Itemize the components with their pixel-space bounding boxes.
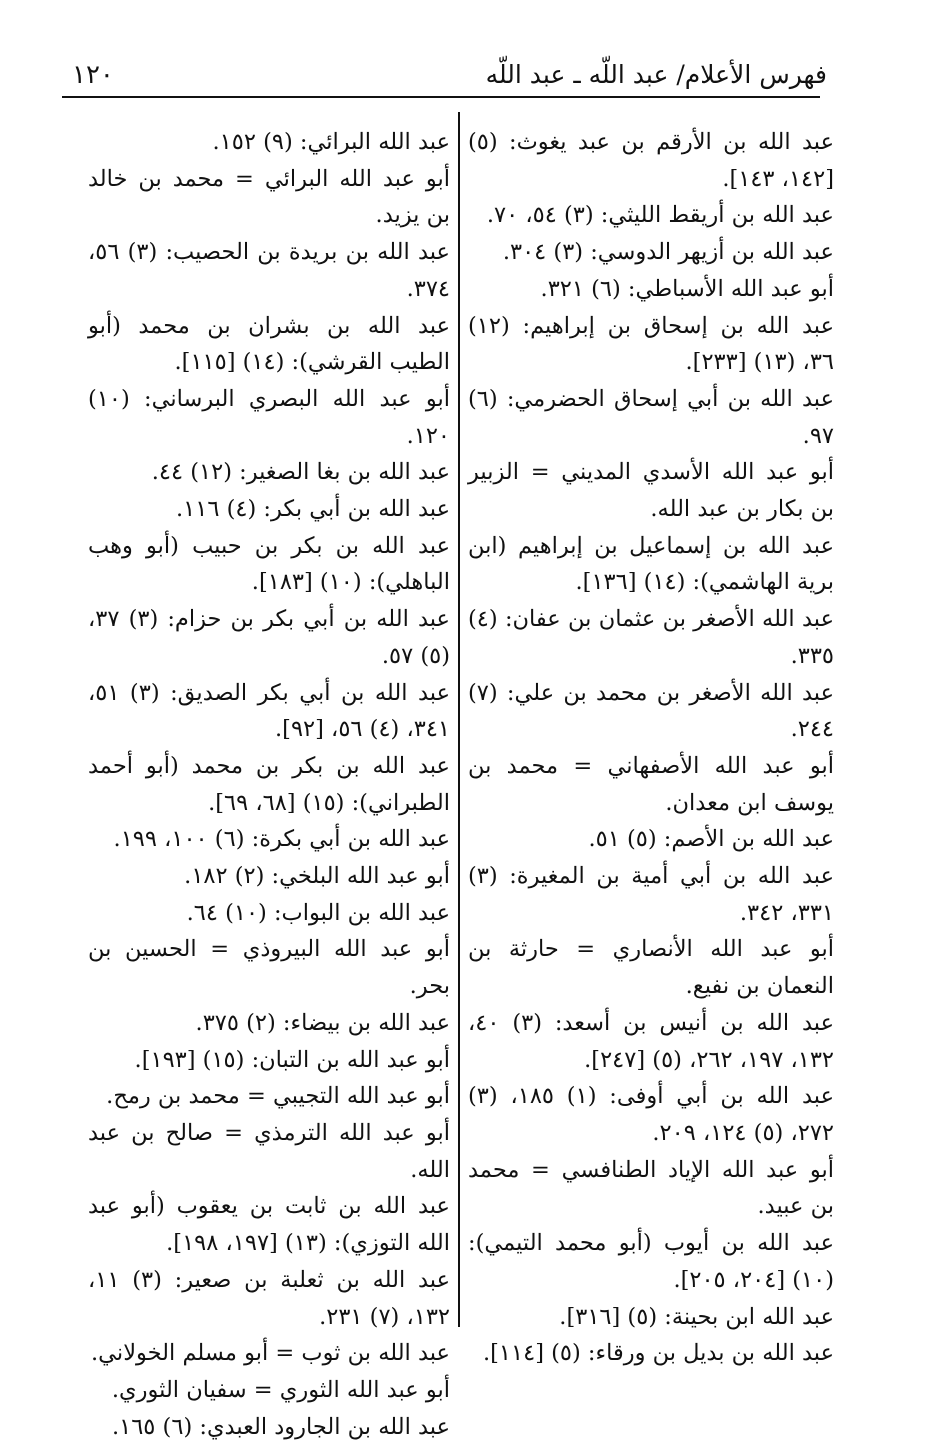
index-entry: عبد الله بن بكر بن حبيب (أبو وهب الباهلي): (١٠) [١٨٣]. (88, 532, 450, 596)
column-divider (458, 112, 460, 1327)
index-entry: عبد الله بن أزيهر الدوسي: (٣) ٣٠٤. (502, 239, 834, 266)
index-entry: عبد الله ابن بحينة: (٥) [٣١٦]. (559, 1303, 834, 1330)
index-entry: عبد الله بن أبي بكر الصديق: (٣) ٥١، ٣٤١، (٤) ٥٦، [٩٢]. (88, 679, 450, 743)
index-entry: أبو عبد الله البرائي = محمد بن خالد بن يزيد. (88, 165, 450, 229)
index-entry: عبد الله بن بكر بن محمد (أبو أحمد الطبراني): (١٥) [٦٨، ٦٩]. (88, 752, 450, 816)
page-number: ١٢٠ (72, 60, 114, 90)
index-column-left (88, 124, 450, 1445)
index-entry: أبو عبد الله البصري البرساني: (١٠) ١٢٠. (88, 385, 450, 449)
index-entry: عبد الله بن إسماعيل بن إبراهيم (ابن برية الهاشمي): (١٤) [١٣٦]. (468, 532, 834, 596)
index-entry: عبد الله بن أبي بكر: (٤) ١١٦. (176, 496, 450, 523)
index-entry: أبو عبد الله الثوري = سفيان الثوري. (111, 1376, 450, 1403)
index-entry: أبو عبد الله البلخي: (٢) ١٨٢. (184, 863, 450, 890)
index-entry: عبد الله بن أيوب (أبو محمد التيمي): (١٠) [٢٠٤، ٢٠٥]. (468, 1230, 834, 1293)
index-entry: عبد الله بن الأصم: (٥) ٥١. (588, 826, 834, 853)
index-entry: عبد الله بن بشران بن محمد (أبو الطيب القرشي): (١٤) [١١٥]. (88, 312, 450, 376)
index-entry: عبد الله بن البواب: (١٠) ٦٤. (186, 899, 450, 926)
index-entry: عبد الله الأصغر بن عثمان بن عفان: (٤) ٣٣٥. (468, 606, 834, 669)
index-entry: أبو عبد الله الأسدي المديني = الزبير بن بكار بن عبد الله. (468, 459, 834, 523)
index-entry: عبد الله بن ثوب = أبو مسلم الخولاني. (91, 1340, 450, 1367)
index-entry: عبد الله بن الجارود العبدي: (٦) ١٦٥. (111, 1413, 450, 1440)
index-entry: أبو عبد الله الأصفهاني = محمد بن يوسف ابن معدان. (468, 752, 834, 816)
index-entry: أبو عبد الله بن التبان: (١٥) [١٩٣]. (134, 1046, 450, 1073)
index-entry: عبد الله الأصغر بن محمد بن علي: (٧) ٢٤٤. (468, 679, 834, 743)
index-entry: أبو عبد الله الترمذي = صالح بن عبد الله. (88, 1119, 450, 1183)
index-entry: عبد الله بن ثعلبة بن صعير: (٣) ١١، ١٣٢، (٧) ٢٣١. (88, 1266, 450, 1330)
index-entry: عبد الله بن ثابت بن يعقوب (أبو عبد الله التوزي): (١٣) [١٩٧، ١٩٨]. (88, 1193, 450, 1257)
index-entry: أبو عبد الله الإياد الطنافسي = محمد بن عبيد. (468, 1156, 834, 1220)
index-entry: عبد الله بن أنيس بن أسعد: (٣) ٤٠، ١٣٢، ١٩٧، ٢٦٢، (٥) [٢٤٧]. (468, 1009, 834, 1073)
index-entry: أبو عبد الله الأنصاري = حارثة بن النعمان بن نفيع. (468, 936, 834, 1000)
running-head: فهرس الأعلام/ عبد اللّه ـ عبد اللّه (485, 60, 827, 89)
index-entry: أبو عبد الله الأسباطي: (٦) ٣٢١. (540, 275, 834, 302)
index-entry: عبد الله بن أبي أمية بن المغيرة: (٣) ٣٣١، ٣٤٢. (468, 863, 834, 926)
index-entry: عبد الله بن أريقط الليثي: (٣) ٥٤، ٧٠. (486, 202, 834, 229)
index-column-right (468, 124, 834, 1372)
index-entry: أبو عبد الله البيروذي = الحسين بن بحر. (88, 936, 450, 1000)
index-entry: عبد الله بن أبي أوفى: (١) ١٨٥، (٣) ٢٧٢، (٥) ١٢٤، ٢٠٩. (468, 1083, 835, 1146)
header-rule (62, 96, 820, 98)
index-entry: عبد الله بن إسحاق بن إبراهيم: (١٢) ٣٦، (١٣) [٢٣٣]. (468, 312, 834, 376)
index-entry: عبد الله بن أبي بكر بن حزام: (٣) ٣٧، (٥) ٥٧. (88, 606, 450, 669)
index-entry: عبد الله بن بيضاء: (٢) ٣٧٥. (195, 1009, 450, 1036)
index-entry: عبد الله البرائي: (٩) ١٥٢. (212, 129, 450, 155)
index-entry: عبد الله بن بريدة بن الحصيب: (٣) ٥٦، ٣٧٤. (88, 239, 450, 302)
index-entry: عبد الله بن أبي بكرة: (٦) ١٠٠، ١٩٩. (113, 826, 450, 853)
index-entry: عبد الله بن أبي إسحاق الحضرمي: (٦) ٩٧. (468, 385, 834, 449)
index-entry: عبد الله بن الأرقم بن عبد يغوث: (٥) [١٤٢، ١٤٣]. (468, 129, 834, 192)
index-entry: عبد الله بن بغا الصغير: (١٢) ٤٤. (151, 459, 450, 486)
index-entry: عبد الله بن بديل بن ورقاء: (٥) [١١٤]. (482, 1340, 834, 1367)
index-entry: أبو عبد الله التجيبي = محمد بن رمح. (106, 1083, 450, 1110)
